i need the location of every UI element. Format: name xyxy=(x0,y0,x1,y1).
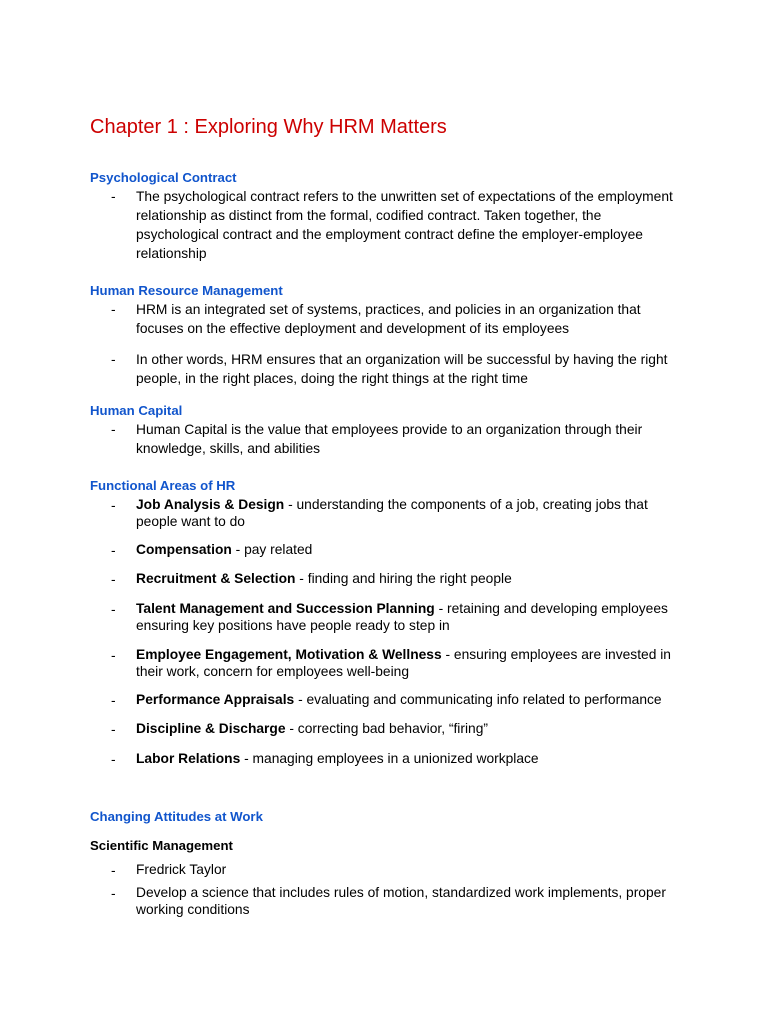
bullet-dash: - xyxy=(111,352,116,367)
list-item-text: The psychological contract refers to the unwritten set of expectations of the employment relationship as distinct from the formal, codified contract. Taken together, the psychological contract and the employment contract define the employer-employee relationship xyxy=(136,189,673,261)
term-label: Talent Management and Succession Planning xyxy=(136,601,435,616)
list-item-text: Fredrick Taylor xyxy=(136,862,227,877)
bullet-dash: - xyxy=(111,886,116,901)
bullet-dash: - xyxy=(111,693,116,708)
term-description: - pay related xyxy=(231,542,313,557)
list-item-text: HRM is an integrated set of systems, practices, and policies in an organization that focuses on the effective deployment and development of its employees xyxy=(136,302,641,336)
bullet-dash: - xyxy=(111,302,116,317)
section-heading-human-capital: Human Capital xyxy=(90,403,183,418)
section-heading-functional-areas: Functional Areas of HR xyxy=(90,478,236,493)
term-label: Recruitment & Selection xyxy=(136,571,296,586)
list-item-text: Human Capital is the value that employees provide to an organization through their knowledge, skills, and abilities xyxy=(136,422,643,456)
term-description: - managing employees in a unionized workplace xyxy=(240,751,539,766)
term-description: - correcting bad behavior, “firing” xyxy=(285,721,488,736)
bullet-dash: - xyxy=(111,498,116,513)
list-item-text xyxy=(136,750,681,767)
page-title: Chapter 1 : Exploring Why HRM Matters xyxy=(90,116,447,138)
list-item-text xyxy=(136,570,681,587)
list-item-text: In other words, HRM ensures that an organization will be successful by having the right people, in the right places, doing the right things at the right time xyxy=(136,352,668,386)
bullet-dash: - xyxy=(111,863,116,878)
bullet-dash: - xyxy=(111,602,116,617)
term-label: Compensation xyxy=(136,542,232,557)
list-item-text: Develop a science that includes rules of motion, standardized work implements, proper working conditions xyxy=(136,885,666,917)
bullet-dash: - xyxy=(111,722,116,737)
subsection-heading-scientific-management: Scientific Management xyxy=(90,838,233,853)
term-description: - evaluating and communicating info related to performance xyxy=(294,692,662,707)
bullet-dash: - xyxy=(111,422,116,437)
section-heading-hrm: Human Resource Management xyxy=(90,283,283,298)
bullet-dash: - xyxy=(111,189,116,204)
term-label: Discipline & Discharge xyxy=(136,721,286,736)
term-label: Performance Appraisals xyxy=(136,692,295,707)
list-item-text xyxy=(136,646,681,680)
bullet-dash: - xyxy=(111,543,116,558)
bullet-dash: - xyxy=(111,648,116,663)
bullet-dash: - xyxy=(111,572,116,587)
term-description: - finding and hiring the right people xyxy=(295,571,512,586)
bullet-dash: - xyxy=(111,752,116,767)
term-description: - understanding the components of a job, creating jobs that people want to do xyxy=(136,497,648,529)
term-label: Labor Relations xyxy=(136,751,241,766)
list-item-text xyxy=(136,496,681,530)
list-item-text xyxy=(136,541,681,558)
section-heading-psychological-contract: Psychological Contract xyxy=(90,170,237,185)
list-item-text xyxy=(136,600,681,634)
term-label: Job Analysis & Design xyxy=(136,497,285,512)
section-heading-changing-attitudes: Changing Attitudes at Work xyxy=(90,809,263,824)
list-item-text xyxy=(136,691,681,708)
term-description: - ensuring employees are invested in their work, concern for employees well-being xyxy=(136,647,671,679)
term-label: Employee Engagement, Motivation & Wellness xyxy=(136,647,442,662)
term-description: - retaining and developing employees ensuring key positions have people ready to step in xyxy=(136,601,668,633)
list-item-text xyxy=(136,720,681,737)
